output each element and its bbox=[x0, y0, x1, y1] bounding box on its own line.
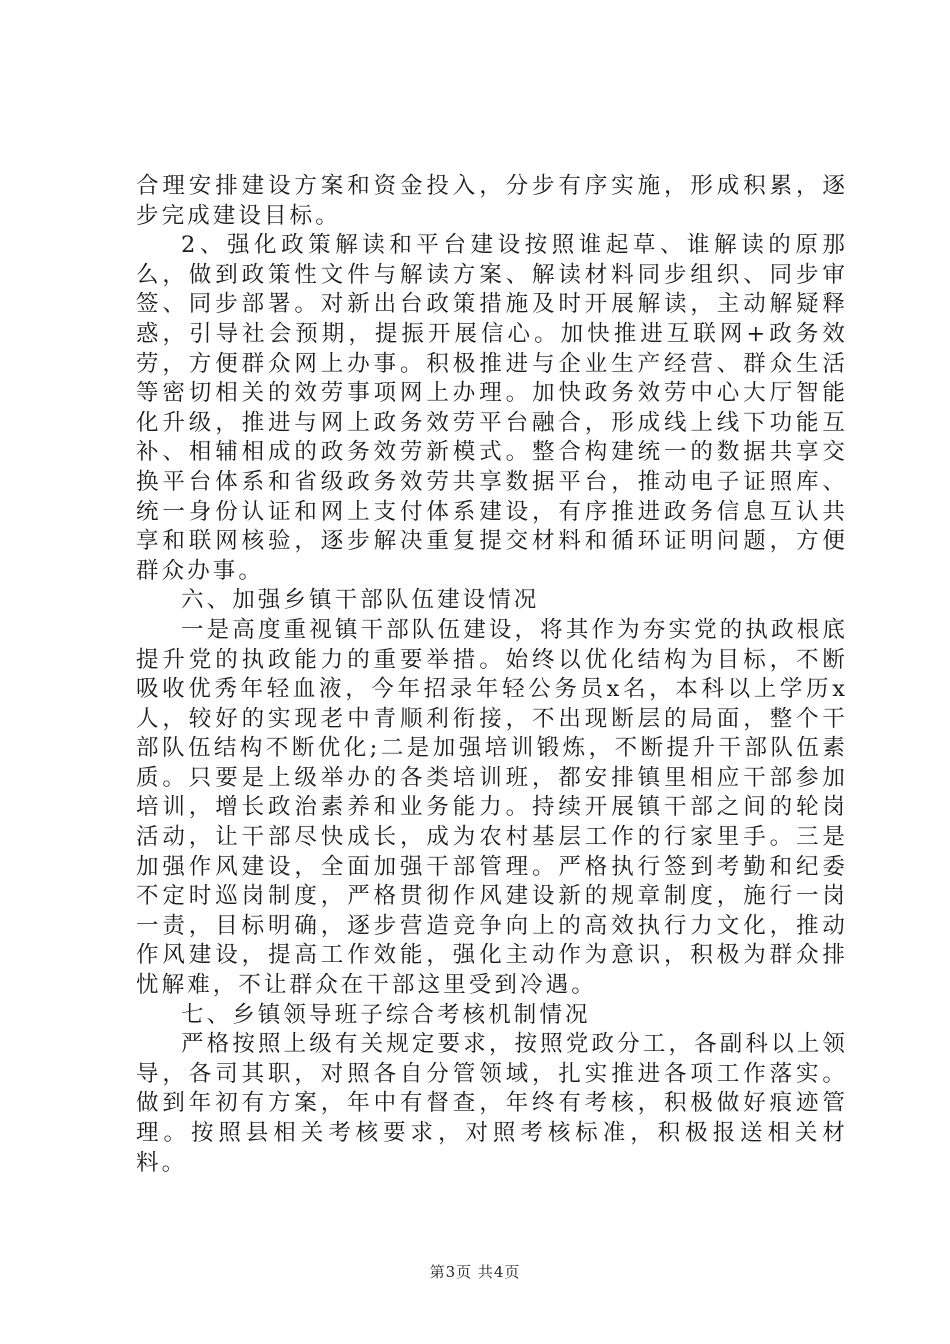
document-body bbox=[136, 172, 848, 1178]
section-heading-seven: 七、乡镇领导班子综合考核机制情况 bbox=[181, 1001, 591, 1028]
section-heading-six: 六、加强乡镇干部队伍建设情况 bbox=[181, 587, 540, 614]
paragraph-continuation: 合理安排建设方案和资金投入，分步有序实施，形成积累，逐步完成建设目标。 bbox=[136, 173, 848, 229]
page-footer: 第3页 共4页 bbox=[429, 1263, 521, 1281]
paragraph-assessment: 严格按照上级有关规定要求，按照党政分工，各副科以上领导，各司其职，对照各自分管领域，扎实推进各项工作落实。做到年初有方案，年中有督查，年终有考核，积极做好痕迹管理。按照县相关考核要求，对照考核标准，积极报送相关材料。 bbox=[136, 1031, 848, 1176]
paragraph-cadre-team: 一是高度重视镇干部队伍建设，将其作为夯实党的执政根底提升党的执政能力的重要举措。始终以优化结构为目标，不断吸收优秀年轻血液，今年招录年轻公务员x名，本科以上学历x人，较好的实现老中青顺利衔接，不出现断层的局面，整个干部队伍结构不断优化;二是加强培训锻炼，不断提升干部队伍素质。只要是上级举办的各类培训班，都安排镇里相应干部参加培训，增长政治素养和业务能力。持续开展镇干部之间的轮岗活动，让干部尽快成长，成为农村基层工作的行家里手。三是加强作风建设，全面加强干部管理。严格执行签到考勤和纪委不定时巡岗制度，严格贯彻作风建设新的规章制度，施行一岗一责，目标明确，逐步营造竞争向上的高效执行力文化，推动作风建设，提高工作效能，强化主动作为意识，积极为群众排忧解难，不让群众在干部这里受到冷遇。 bbox=[136, 616, 848, 999]
paragraph-policy-interpretation: 2、强化政策解读和平台建设按照谁起草、谁解读的原那么，做到政策性文件与解读方案、解读材料同步组织、同步审签、同步部署。对新出台政策措施及时开展解读，主动解疑释惑，引导社会预期，提振开展信心。加快推进互联网+政务效劳，方便群众网上办事。积极推进与企业生产经营、群众生活等密切相关的效劳事项网上办理。加快政务效劳中心大厅智能化升级，推进与网上政务效劳平台融合，形成线上线下功能互补、相辅相成的政务效劳新模式。整合构建统一的数据共享交换平台体系和省级政务效劳共享数据平台，推动电子证照库、统一身份认证和网上支付体系建设，有序推进政务信息互认共享和联网核验，逐步解决重复提交材料和循环证明问题，方便群众办事。 bbox=[136, 232, 848, 584]
